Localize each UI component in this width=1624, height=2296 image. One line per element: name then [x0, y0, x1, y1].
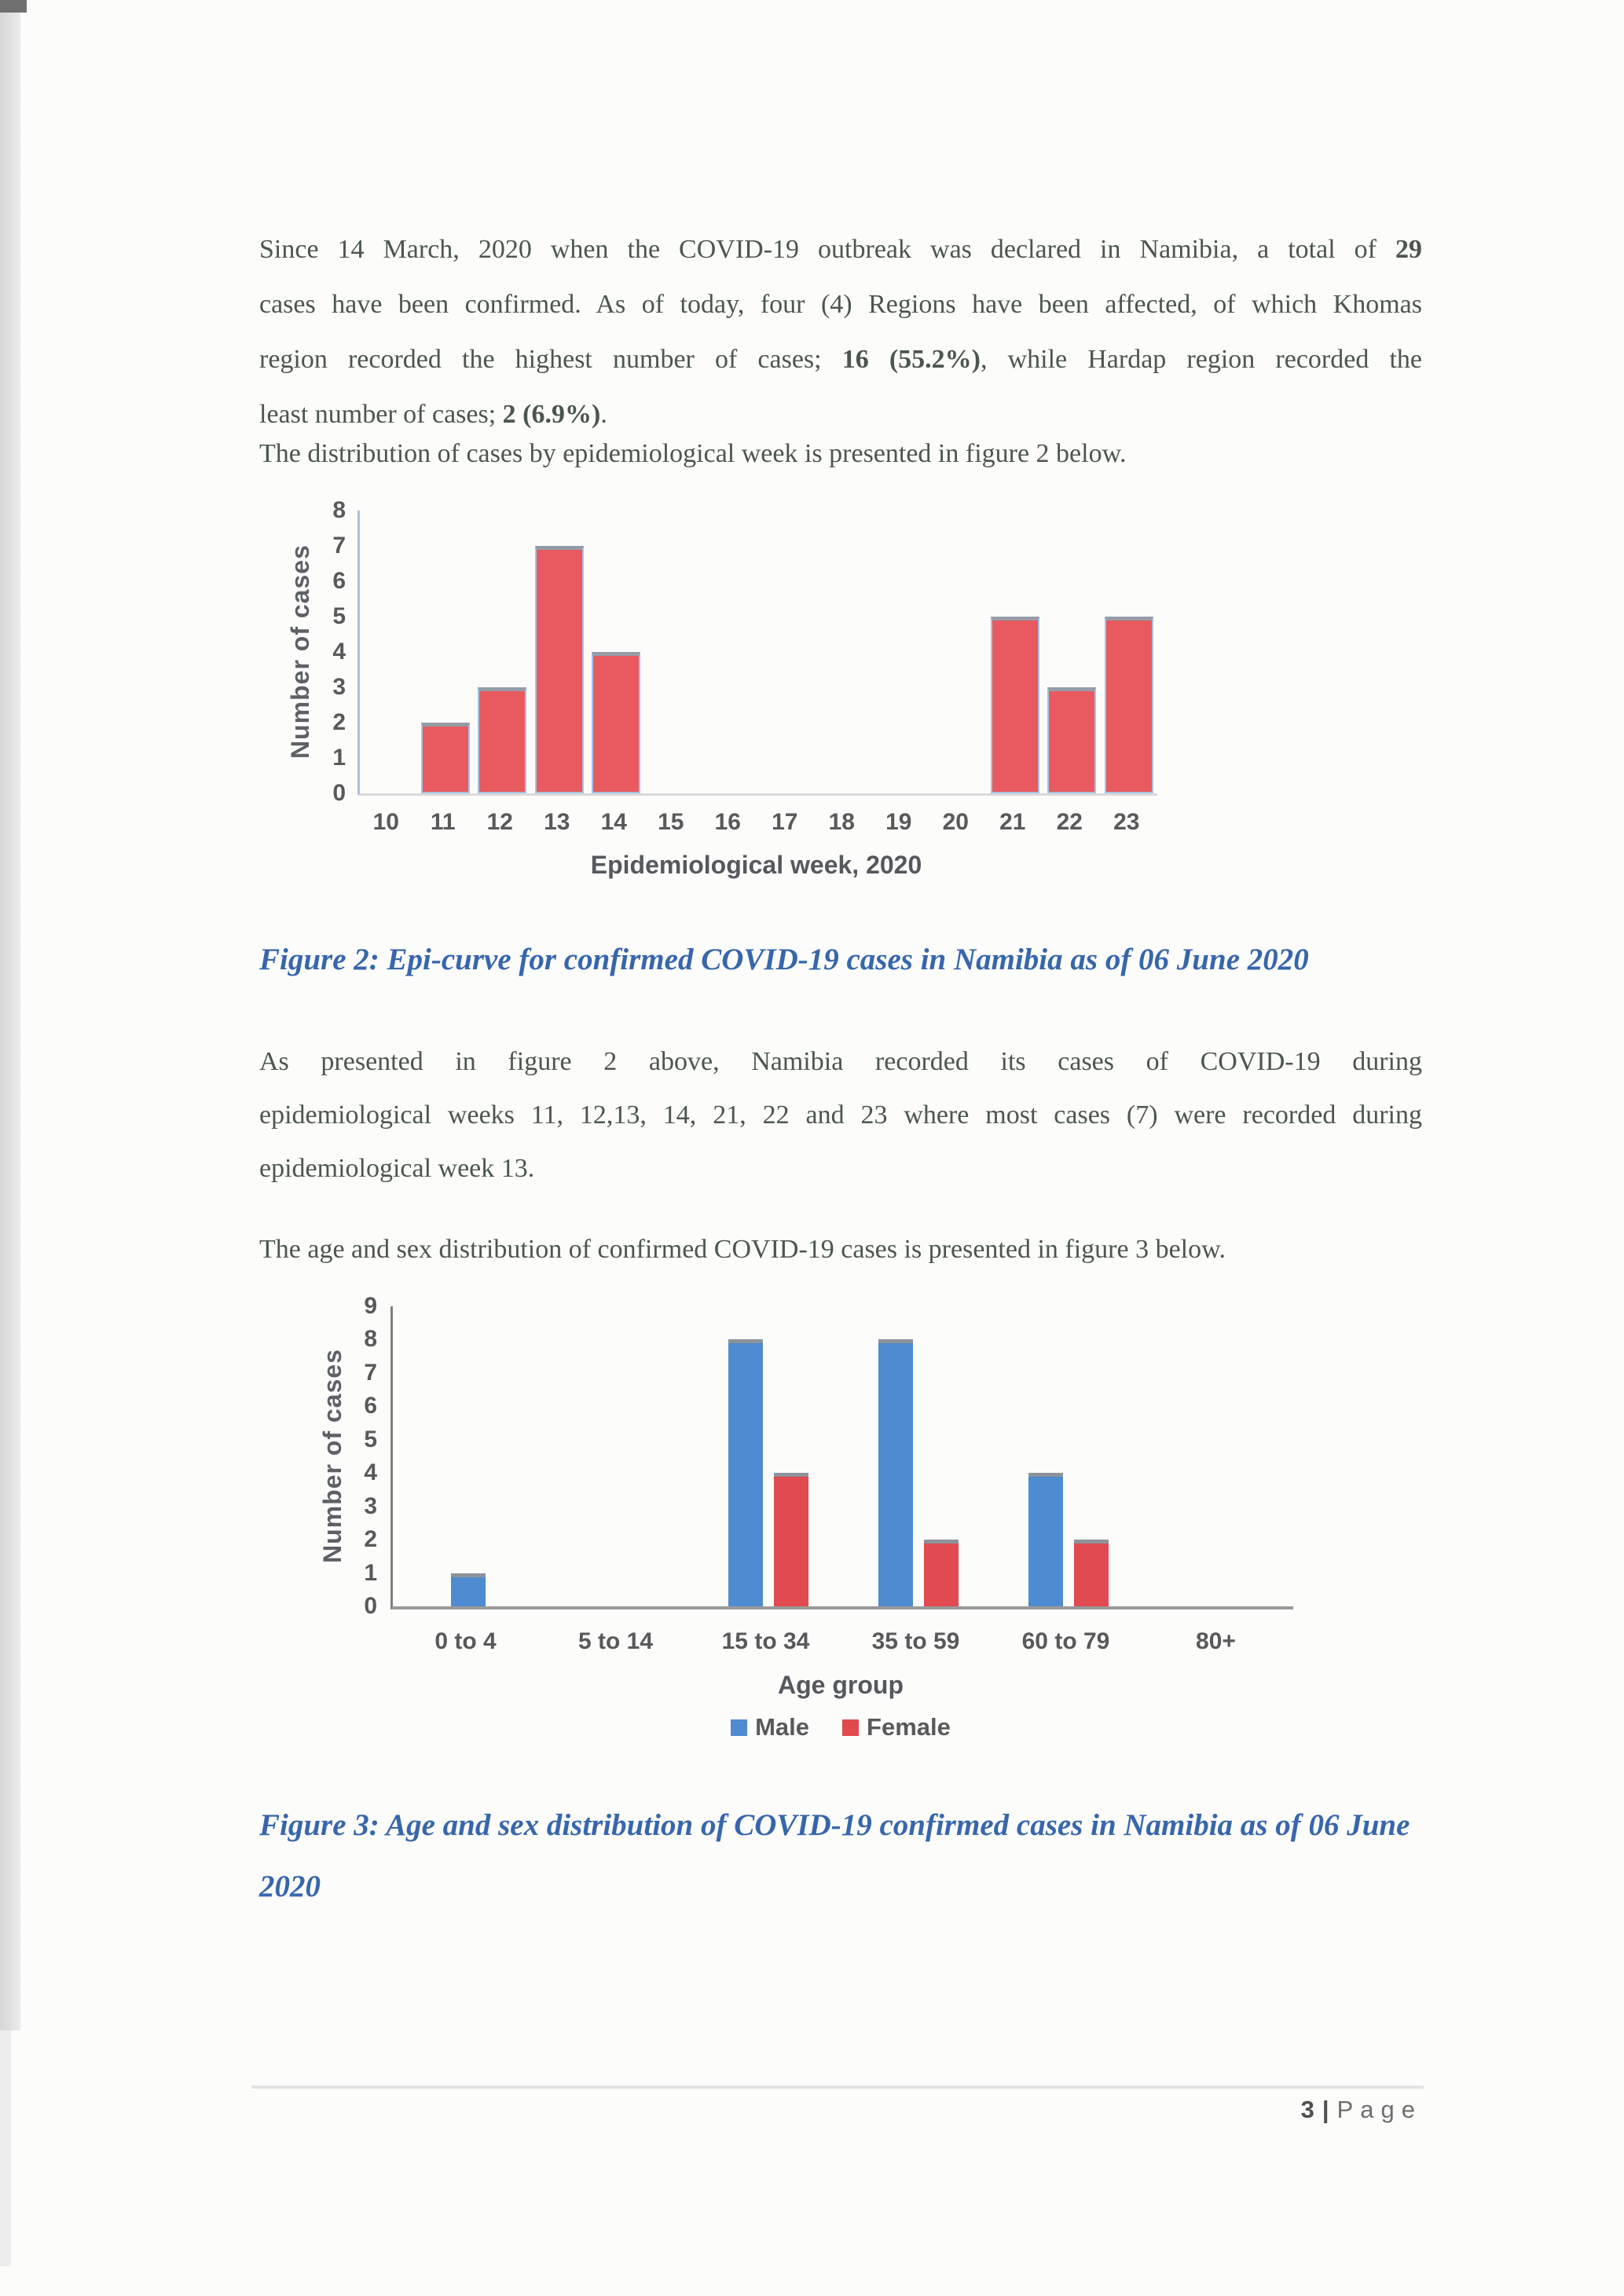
y-tick-label: 1	[364, 1559, 377, 1586]
footer-separator: |	[1322, 2096, 1329, 2123]
x-axis-title: Age group	[778, 1671, 904, 1699]
x-tick-label: 18	[828, 809, 855, 835]
category-slot-20	[929, 511, 987, 793]
bar-value-12	[478, 687, 526, 793]
category-slot-21	[987, 511, 1044, 793]
legend-label-female: Female	[867, 1713, 951, 1741]
scan-corner-artifact	[0, 0, 27, 13]
y-tick-label: 9	[364, 1293, 377, 1319]
bar-male-35-to-59	[878, 1339, 913, 1606]
y-tick-label: 0	[332, 780, 346, 806]
bar-value-21	[991, 617, 1039, 793]
bar-female-15-to-34	[774, 1473, 808, 1606]
bar-male-0-to-4	[451, 1573, 486, 1606]
scan-edge-artifact	[0, 0, 20, 2031]
category-slot-60-to-79	[993, 1306, 1143, 1606]
x-axis-title: Epidemiological week, 2020	[590, 851, 922, 879]
category-slot-15-to-34	[693, 1306, 843, 1606]
category-slot-80+	[1143, 1306, 1293, 1606]
male-swatch-icon	[731, 1719, 747, 1736]
bar-value-13	[535, 546, 584, 793]
text-line: least number of cases; 2 (6.9%).	[259, 400, 607, 429]
y-axis-title: Number of cases	[318, 1349, 346, 1564]
paragraph-week-distribution-intro: The distribution of cases by epidemiological week is presented in figure 2 below.	[259, 439, 1127, 468]
y-axis-ticks	[347, 1293, 377, 1619]
bar-male-60-to-79	[1028, 1473, 1063, 1606]
y-axis-ticks	[316, 497, 346, 806]
x-tick-label: 11	[430, 809, 456, 835]
x-tick-label: 60 to 79	[1021, 1628, 1110, 1654]
x-tick-label: 10	[372, 809, 399, 835]
category-slot-14	[588, 511, 645, 793]
y-tick-label: 3	[332, 674, 346, 700]
page-footer	[1163, 2096, 1422, 2124]
text-line: cases have been confirmed. As of today, four (4) Regions have been affected, of which Khomas	[259, 290, 1422, 319]
legend-item-female	[842, 1713, 951, 1741]
y-tick-label: 6	[364, 1393, 377, 1419]
category-slot-17	[759, 511, 816, 793]
x-tick-label: 15 to 34	[721, 1628, 810, 1654]
y-tick-label: 5	[364, 1426, 377, 1452]
x-tick-label: 17	[772, 809, 798, 835]
x-tick-label: 15	[658, 809, 684, 835]
text-line: Since 14 March, 2020 when the COVID-19 outbreak was declared in Namibia, a total of 29	[259, 235, 1422, 264]
y-tick-label: 5	[332, 603, 346, 629]
paragraph-figure2-discussion	[259, 1035, 1422, 1196]
x-tick-label: 19	[885, 809, 912, 835]
bar-value-23	[1105, 617, 1153, 793]
category-slot-13	[531, 511, 588, 793]
bar-value-22	[1047, 687, 1096, 793]
female-swatch-icon	[842, 1719, 859, 1736]
x-axis-labels	[357, 809, 1155, 836]
plot-area	[390, 1306, 1293, 1609]
chart-legend	[390, 1713, 1291, 1741]
x-tick-label: 0 to 4	[434, 1628, 497, 1654]
text-line: As presented in figure 2 above, Namibia recorded its cases of COVID-19 during	[259, 1047, 1422, 1076]
category-slot-16	[702, 511, 759, 793]
legend-label-male: Male	[755, 1713, 810, 1741]
legend-item-male	[731, 1713, 809, 1741]
x-tick-label: 35 to 59	[871, 1628, 960, 1654]
x-tick-label: 16	[714, 809, 741, 835]
category-slot-15	[645, 511, 702, 793]
x-axis-labels	[390, 1628, 1291, 1655]
category-slot-22	[1043, 511, 1101, 793]
y-tick-label: 7	[332, 533, 346, 558]
bar-value-11	[421, 723, 470, 793]
x-tick-label: 80+	[1196, 1628, 1236, 1654]
y-tick-label: 2	[332, 709, 346, 735]
footer-page-word: Page	[1336, 2096, 1422, 2123]
y-tick-label: 4	[332, 639, 346, 665]
y-tick-label: 7	[364, 1359, 377, 1386]
y-axis-title: Number of cases	[286, 544, 314, 760]
x-tick-label: 5 to 14	[577, 1628, 654, 1654]
x-tick-label: 22	[1056, 809, 1083, 835]
y-tick-label: 8	[332, 497, 346, 523]
text-line: epidemiological weeks 11, 12,13, 14, 21, 22 and 23 where most cases (7) were recorded during	[259, 1100, 1422, 1130]
scan-edge-artifact-lower	[0, 2031, 11, 2266]
page-number: 3	[1300, 2096, 1314, 2123]
category-slot-19	[873, 511, 930, 793]
footer-divider	[251, 2085, 1424, 2089]
x-tick-label: 13	[544, 809, 570, 835]
paragraph-outbreak-summary	[259, 222, 1422, 442]
bar-female-60-to-79	[1074, 1540, 1109, 1606]
y-tick-label: 0	[364, 1593, 377, 1619]
category-slot-35-to-59	[843, 1306, 993, 1606]
x-tick-label: 12	[486, 809, 513, 835]
epi-curve-chart	[275, 493, 1202, 894]
x-tick-label: 21	[999, 809, 1026, 835]
bar-male-15-to-34	[728, 1339, 763, 1606]
y-tick-label: 1	[332, 745, 346, 771]
y-tick-label: 2	[364, 1526, 377, 1553]
x-tick-label: 20	[942, 809, 969, 835]
y-tick-label: 6	[332, 568, 346, 594]
figure2-caption: Figure 2: Epi-curve for confirmed COVID-19 cases in Namibia as of 06 June 2020	[259, 943, 1309, 976]
category-slot-11	[417, 511, 475, 793]
category-slot-12	[474, 511, 531, 793]
figure3-caption	[259, 1795, 1422, 1917]
bar-female-35-to-59	[924, 1540, 959, 1606]
category-slot-23	[1101, 511, 1158, 793]
plot-area	[357, 511, 1157, 796]
y-tick-label: 4	[364, 1459, 377, 1486]
text-line: region recorded the highest number of cases; 16 (55.2%), while Hardap region recorded the	[259, 345, 1422, 374]
text-line: Figure 3: Age and sex distribution of COVID-19 confirmed cases in Namibia as of 06 June	[259, 1808, 1410, 1842]
category-slot-10	[360, 511, 417, 793]
category-slot-5-to-14	[543, 1306, 693, 1606]
category-slot-18	[816, 511, 873, 793]
x-tick-label: 14	[600, 809, 627, 835]
x-tick-label: 23	[1113, 809, 1140, 835]
text-line: epidemiological week 13.	[259, 1154, 535, 1183]
age-sex-chart	[275, 1292, 1296, 1763]
y-tick-label: 8	[364, 1326, 377, 1353]
category-slot-0-to-4	[393, 1306, 543, 1606]
text-line: 2020	[259, 1869, 321, 1903]
paragraph-age-sex-intro: The age and sex distribution of confirmed COVID-19 cases is presented in figure 3 below.	[259, 1235, 1226, 1264]
bar-value-14	[592, 652, 640, 793]
y-tick-label: 3	[364, 1492, 377, 1519]
